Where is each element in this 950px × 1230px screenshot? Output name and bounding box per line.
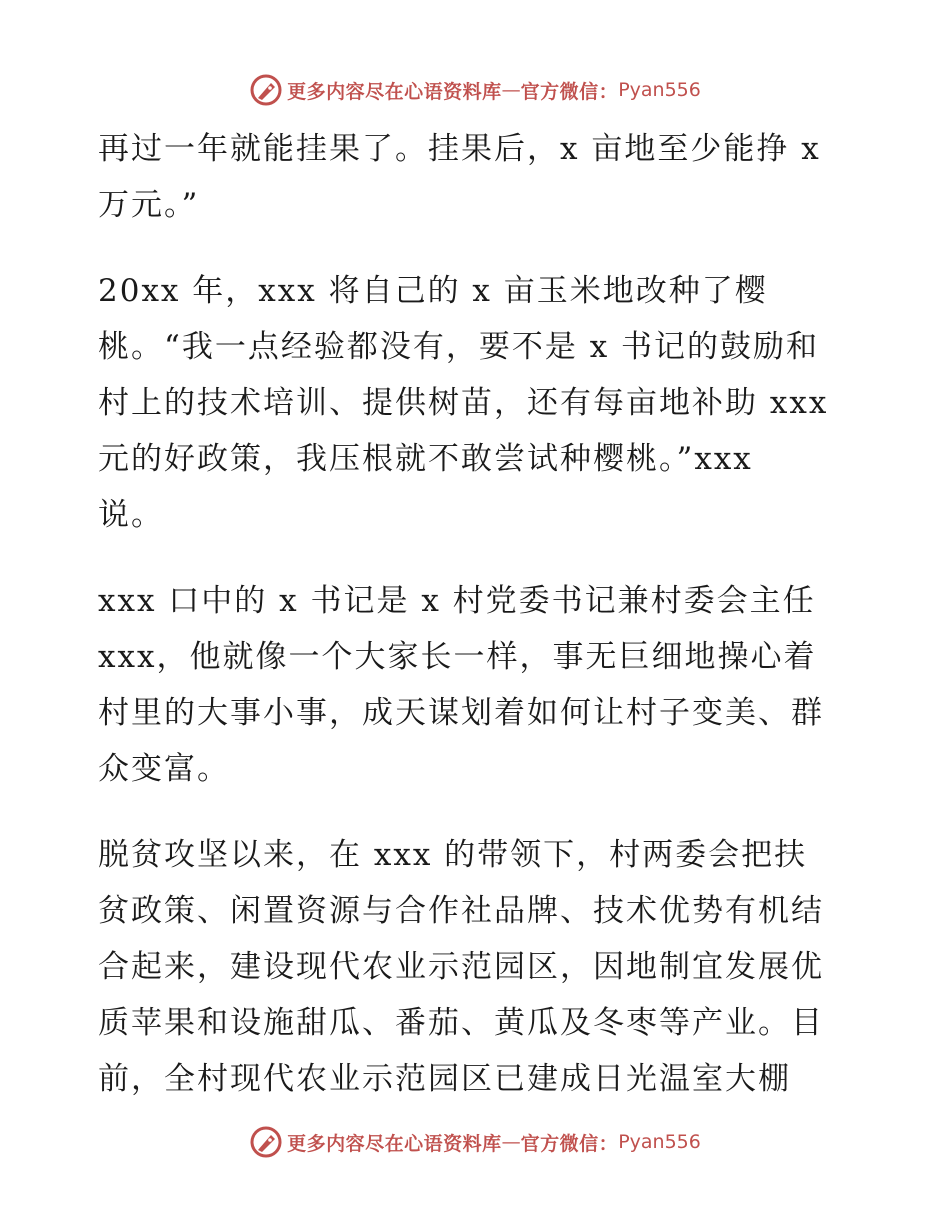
watermark-contact-id: Pyan556 — [618, 1131, 701, 1153]
document-body — [98, 121, 858, 1107]
text-line: 20xx 年，xxx 将自己的 x 亩玉米地改种了樱 — [98, 273, 768, 309]
watermark-contact-label: 官方微信： — [520, 80, 619, 103]
text-line: xxx 口中的 x 书记是 x 村党委书记兼村委会主任 — [98, 583, 816, 619]
watermark-dash: — — [501, 1131, 521, 1153]
paragraph — [98, 827, 858, 1107]
watermark-title: 更多内容尽在心语资料库 — [287, 80, 502, 103]
text-line: 合起来，建设现代农业示范园区，因地制宜发展优 — [98, 949, 824, 985]
watermark-dash: — — [501, 79, 521, 101]
text-line: 万元。” — [98, 187, 200, 223]
watermark-contact-id: Pyan556 — [618, 79, 701, 101]
pen-nib-logo-icon — [249, 73, 283, 107]
text-line: 贫政策、闲置资源与合作社品牌、技术优势有机结 — [98, 893, 824, 929]
footer-watermark — [0, 1124, 950, 1160]
paragraph — [98, 573, 858, 797]
text-line: 众变富。 — [98, 751, 230, 787]
watermark-contact-label: 官方微信： — [520, 1132, 619, 1155]
text-line: xxx，他就像一个大家长一样，事无巨细地操心着 — [98, 639, 817, 675]
text-line: 说。 — [98, 497, 164, 533]
text-line: 桃。“我一点经验都没有，要不是 x 书记的鼓励和 — [98, 329, 820, 365]
watermark-title: 更多内容尽在心语资料库 — [287, 1132, 502, 1155]
paragraph — [98, 263, 858, 543]
text-line: 元的好政策，我压根就不敢尝试种樱桃。”xxx — [98, 441, 753, 477]
header-watermark — [0, 72, 950, 108]
text-line: 质苹果和设施甜瓜、番茄、黄瓜及冬枣等产业。目 — [98, 1005, 824, 1041]
pen-nib-logo-icon — [249, 1125, 283, 1159]
text-line: 村里的大事小事，成天谋划着如何让村子变美、群 — [98, 695, 824, 731]
text-line: 脱贫攻坚以来，在 xxx 的带领下，村两委会把扶 — [98, 837, 808, 873]
paragraph — [98, 121, 858, 233]
text-line: 前，全村现代农业示范园区已建成日光温室大棚 — [98, 1061, 791, 1097]
text-line: 村上的技术培训、提供树苗，还有每亩地补助 xxx — [98, 385, 829, 421]
text-line: 再过一年就能挂果了。挂果后，x 亩地至少能挣 x — [98, 131, 821, 167]
